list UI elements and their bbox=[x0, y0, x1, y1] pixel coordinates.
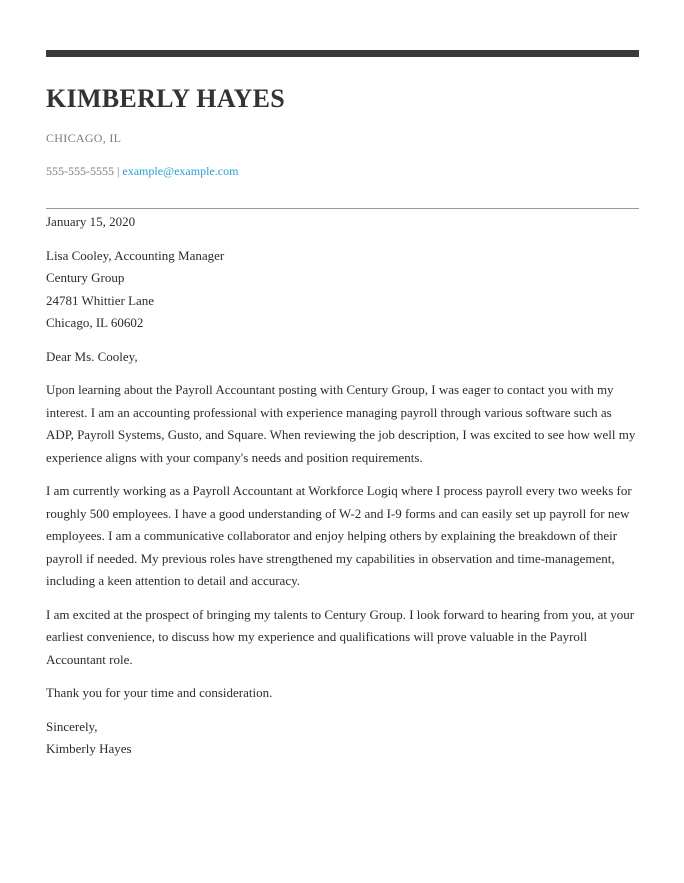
salutation: Dear Ms. Cooley, bbox=[46, 348, 138, 364]
closing-block bbox=[46, 716, 639, 761]
applicant-name: KIMBERLY HAYES bbox=[46, 84, 285, 113]
letter-date: January 15, 2020 bbox=[46, 214, 136, 229]
body-paragraph: I am excited at the prospect of bringing my talents to Century Group. I look forward to hearing from you, at your earliest convenience, to discuss how my experience and qualifications will prove valuable in the Payroll Accountant role. bbox=[46, 606, 635, 667]
header-divider bbox=[46, 208, 639, 209]
body-paragraph: Upon learning about the Payroll Accountant posting with Century Group, I was eager to contact you with my interest. I am an accounting professional with experience managing payroll through various software such as ADP, Payroll Systems, Gusto, and Square. When reviewing the job description, I was excited to see how well my experience aligns with your company's needs and position requirements. bbox=[46, 382, 636, 465]
phone-number: 555-555-5555 bbox=[46, 164, 114, 178]
recipient-line: 24781 Whittier Lane bbox=[46, 292, 155, 308]
signature: Kimberly Hayes bbox=[46, 741, 132, 756]
recipient-block bbox=[46, 245, 639, 335]
letter-body bbox=[46, 211, 639, 761]
email-link[interactable]: example@example.com bbox=[122, 164, 239, 178]
closing: Sincerely, bbox=[46, 718, 98, 734]
applicant-location: CHICAGO, IL bbox=[46, 131, 122, 145]
contact-line bbox=[46, 164, 238, 179]
header-accent-bar bbox=[46, 50, 639, 57]
recipient-line: Century Group bbox=[46, 270, 125, 285]
recipient-line: Chicago, IL 60602 bbox=[46, 315, 144, 330]
body-paragraph: I am currently working as a Payroll Accountant at Workforce Logiq where I process payroll every two weeks for roughly 500 employees. I have a good understanding of W-2 and I-9 forms and can easily set up payroll for new employees. I am a communicative collaborator and enjoy helping others by explaining the breakdown of their payroll if needed. My previous roles have strengthened my capabilities in observation and time-management, including a keen attention to detail and accuracy. bbox=[46, 483, 632, 588]
contact-separator: | bbox=[117, 164, 120, 178]
body-paragraph: Thank you for your time and consideration. bbox=[46, 685, 273, 700]
recipient-line: Lisa Cooley, Accounting Manager bbox=[46, 247, 225, 263]
